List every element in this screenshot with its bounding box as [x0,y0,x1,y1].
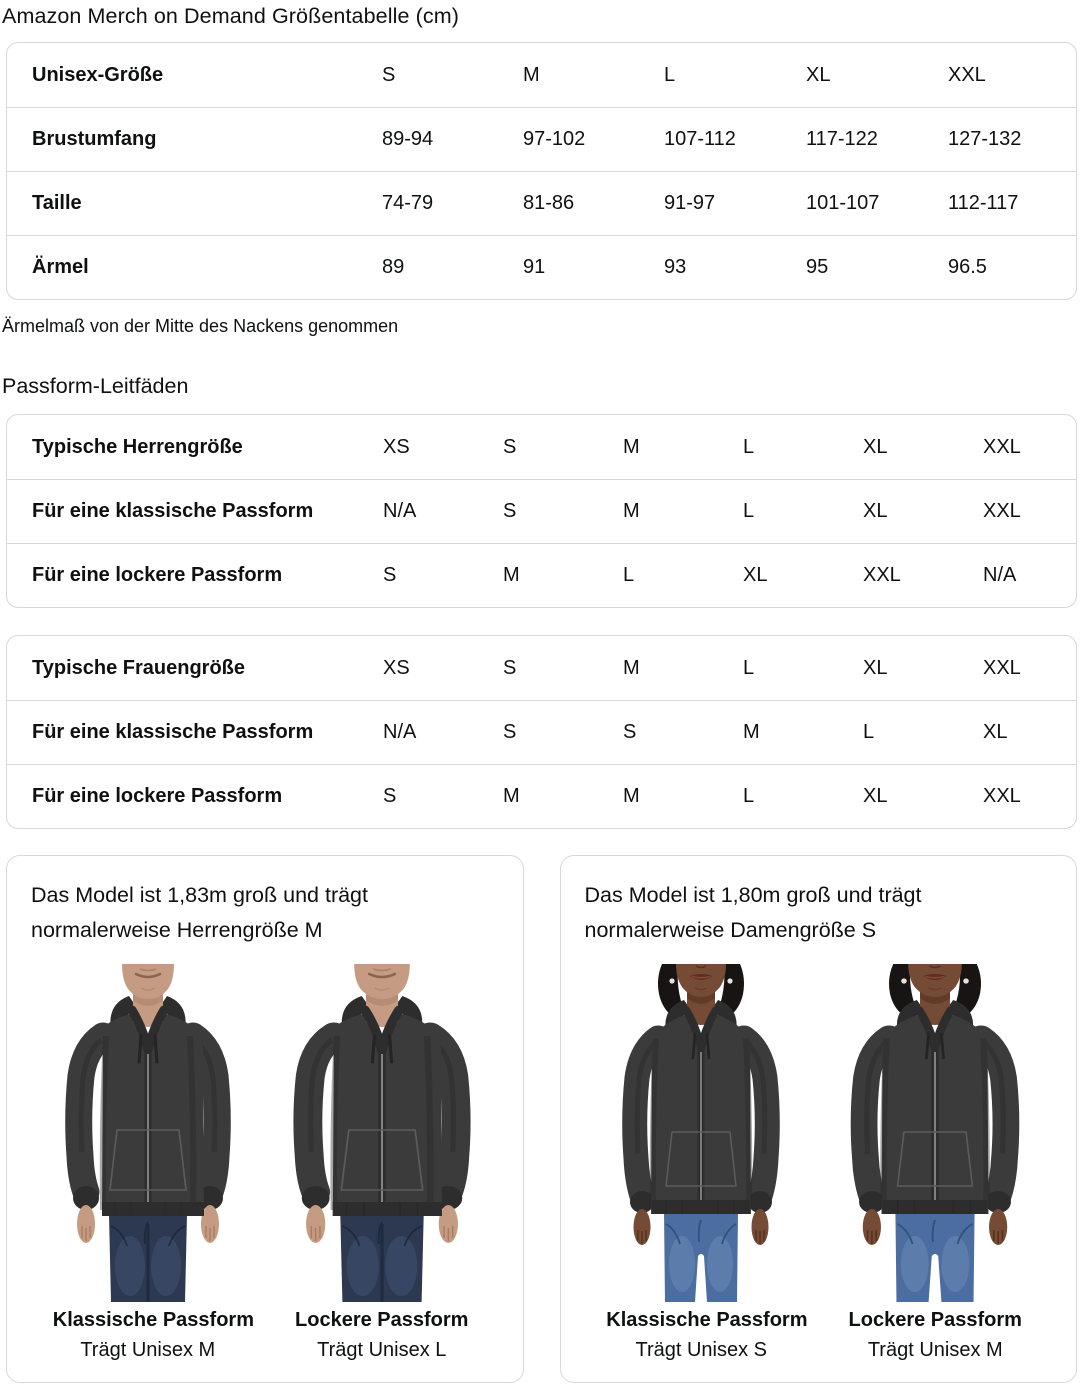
model-figure-classic [606,964,808,1362]
female-figures [585,964,1053,1362]
fit-cell: XL [983,721,1008,743]
fit-cell: L [743,500,755,522]
womens-fit-table [6,635,1077,829]
fit-cell: M [743,721,760,743]
fit-cell: S [383,785,397,807]
mens-fit-table [6,414,1077,608]
table-row [7,107,1076,171]
table-row [7,171,1076,235]
fit-label: Klassische Passform [52,1309,254,1331]
fit-cell: XL [863,785,888,807]
fit-cell: M [623,785,640,807]
fit-cell: XXL [863,564,901,586]
fit-label: Lockere Passform [295,1309,469,1331]
row-label: Typische Frauengröße [32,656,246,679]
size-cell: 89-94 [382,128,434,150]
fit-cell: S [503,435,517,458]
size-cell: M [523,63,540,86]
row-label: Typische Herrengröße [32,435,243,458]
size-label: Trägt Unisex M [80,1339,216,1361]
size-cell: 91 [523,256,546,278]
fit-cell: XS [383,435,410,458]
fit-cell: N/A [983,564,1017,586]
page-title: Amazon Merch on Demand Größentabelle (cm) [2,4,459,28]
fit-cell: L [743,785,755,807]
table-row [7,479,1076,543]
unisex-size-table [6,42,1077,300]
sleeve-measure-note: Ärmelmaß von der Mitte des Nackens genommen [2,316,399,336]
size-cell: 112-117 [948,192,1019,214]
table-row [7,235,1076,299]
fit-cell: XS [383,656,410,679]
size-cell: XL [806,63,831,86]
size-cell: 97-102 [523,128,586,150]
fit-cell: N/A [383,500,417,522]
female-model-photo-loose-fit [840,964,1030,1302]
fit-cell: XL [863,435,888,458]
fit-cell: S [503,721,517,743]
female-model-card [560,855,1078,1383]
fit-label: Lockere Passform [848,1309,1022,1331]
fit-guides-heading: Passform-Leitfäden [2,374,189,398]
fit-cell: S [383,564,397,586]
fit-cell: XL [863,500,888,522]
table-row [7,764,1076,828]
table-row [7,700,1076,764]
fit-cell: L [743,656,755,679]
size-label: Trägt Unisex S [635,1339,768,1361]
size-cell: 96.5 [948,256,987,278]
fit-cell: XXL [983,785,1021,807]
size-cell: L [664,63,676,86]
size-cell: 74-79 [382,192,434,214]
fit-cell: L [863,721,875,743]
table-row [7,43,1076,107]
fit-cell: S [503,656,517,679]
size-cell: 101-107 [806,192,880,214]
fit-cell: L [623,564,635,586]
row-label: Brustumfang [32,128,157,150]
size-label: Trägt Unisex M [867,1339,1003,1361]
female-model-heading: Das Model ist 1,80m groß und trägt normalerweise Damengröße S [584,883,922,942]
fit-cell: XL [743,564,768,586]
fit-cell: XXL [983,435,1021,458]
fit-cell: XL [863,656,888,679]
male-model-heading: Das Model ist 1,83m groß und trägt normalerweise Herrengröße M [31,883,368,942]
model-figure-loose [840,964,1030,1362]
size-cell: 93 [664,256,687,278]
fit-cell: M [503,564,520,586]
size-cell: XXL [948,63,986,86]
row-label: Für eine klassische Passform [32,721,314,743]
table-row [7,636,1076,700]
row-label: Unisex-Größe [32,63,164,86]
size-cell: 81-86 [523,192,575,214]
size-cell: 117-122 [806,128,878,150]
model-figure-classic [52,964,254,1362]
male-model-photo-loose-fit [287,964,477,1302]
male-model-photo-classic-fit [53,964,243,1302]
size-label: Trägt Unisex L [317,1339,447,1361]
size-cell: 91-97 [664,192,716,214]
fit-cell: M [623,656,640,679]
fit-cell: N/A [383,721,417,743]
model-figure-loose [287,964,477,1362]
female-model-photo-classic-fit [606,964,796,1302]
model-cards [6,855,1077,1383]
row-label: Für eine klassische Passform [32,500,314,522]
row-label: Taille [32,192,82,214]
size-cell: S [382,63,396,86]
row-label: Ärmel [32,256,89,278]
male-figures [31,964,499,1362]
table-row [7,543,1076,607]
fit-cell: L [743,435,755,458]
fit-label: Klassische Passform [606,1309,808,1331]
fit-cell: S [503,500,517,522]
row-label: Für eine lockere Passform [32,785,283,807]
fit-cell: XXL [983,500,1021,522]
size-cell: 127-132 [948,128,1022,150]
row-label: Für eine lockere Passform [32,564,283,586]
size-cell: 107-112 [664,128,736,150]
fit-cell: M [623,435,640,458]
size-cell: 89 [382,256,405,278]
fit-cell: XXL [983,656,1021,679]
fit-cell: S [623,721,637,743]
fit-cell: M [623,500,640,522]
table-row [7,415,1076,479]
fit-cell: M [503,785,520,807]
male-model-card [6,855,524,1383]
size-cell: 95 [806,256,829,278]
